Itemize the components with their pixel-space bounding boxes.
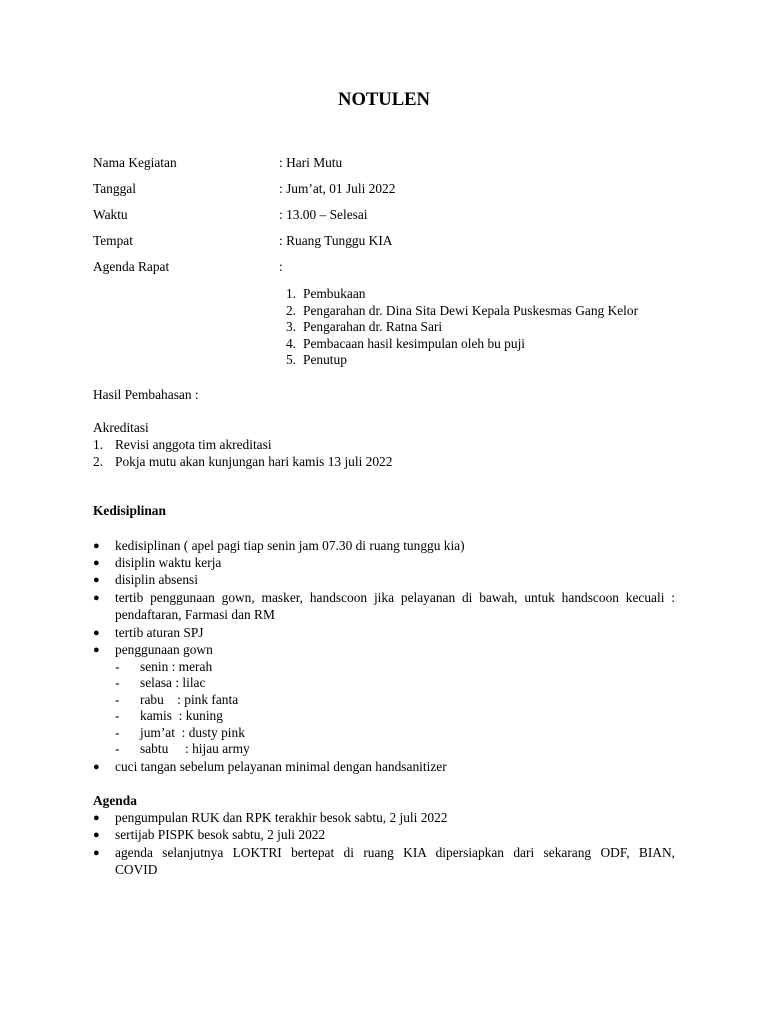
- list-text: penggunaan gown: [115, 642, 213, 657]
- dash-marker: -: [115, 659, 120, 674]
- info-label: Tanggal: [93, 181, 136, 196]
- list-text: [115, 590, 675, 623]
- dash-marker: -: [115, 741, 120, 756]
- akreditasi-heading: Akreditasi: [93, 420, 149, 435]
- list-text: selasa : lilac: [140, 675, 206, 690]
- bullet-icon: ●: [93, 761, 100, 773]
- info-value: : Jum’at, 01 Juli 2022: [279, 181, 396, 196]
- info-value: : Ruang Tunggu KIA: [279, 233, 393, 248]
- list-text: disiplin absensi: [115, 572, 198, 587]
- list-text: Pokja mutu akan kunjungan hari kamis 13 juli 2022: [115, 454, 393, 469]
- list-text: Pembukaan: [303, 286, 366, 301]
- hasil-pembahasan-label: Hasil Pembahasan :: [93, 387, 199, 402]
- list-text: cuci tangan sebelum pelayanan minimal dengan handsanitizer: [115, 759, 447, 774]
- list-number: 2.: [93, 454, 104, 469]
- info-label: Agenda Rapat: [93, 259, 170, 274]
- list-text: rabu : pink fanta: [140, 692, 239, 707]
- info-label: Tempat: [93, 233, 133, 248]
- list-text-line: COVID: [115, 861, 158, 877]
- dash-marker: -: [115, 725, 120, 740]
- list-number: 1.: [285, 286, 296, 301]
- list-text: jum’at : dusty pink: [140, 725, 245, 740]
- info-label: Nama Kegiatan: [93, 155, 177, 170]
- info-value: : Hari Mutu: [279, 155, 343, 170]
- info-value: :: [279, 259, 283, 274]
- list-number: 1.: [93, 437, 104, 452]
- dash-marker: -: [115, 692, 120, 707]
- list-text: sertijab PISPK besok sabtu, 2 juli 2022: [115, 827, 326, 842]
- dash-marker: -: [115, 708, 120, 723]
- list-text-line: pendaftaran, Farmasi dan RM: [115, 606, 275, 622]
- list-text: senin : merah: [140, 659, 213, 674]
- list-number: 4.: [285, 335, 296, 351]
- list-text: Revisi anggota tim akreditasi: [115, 437, 272, 452]
- bullet-icon: ●: [93, 574, 100, 586]
- list-text: kamis : kuning: [140, 708, 223, 723]
- list-text: Pembacaan hasil kesimpulan oleh bu puji: [303, 335, 526, 351]
- list-text-line: agenda selanjutnya LOKTRI bertepat di ruang KIA dipersiapkan dari sekarang ODF, BIAN,: [115, 845, 675, 860]
- info-label: Waktu: [93, 207, 128, 222]
- info-value: : 13.00 – Selesai: [279, 207, 368, 222]
- bullet-icon: ●: [93, 812, 100, 824]
- list-text-line: tertib penggunaan gown, masker, handscoon jika pelayanan di bawah, untuk handscoon kecuali :: [115, 590, 675, 605]
- list-text: sabtu : hijau army: [140, 741, 250, 756]
- list-text: pengumpulan RUK dan RPK terakhir besok sabtu, 2 juli 2022: [115, 810, 448, 825]
- list-number: 3.: [285, 319, 296, 335]
- list-text: Pengarahan dr. Dina Sita Dewi Kepala Puskesmas Gang Kelor: [303, 302, 639, 318]
- list-text: tertib aturan SPJ: [115, 625, 204, 640]
- agenda-heading: Agenda: [93, 793, 137, 808]
- bullet-icon: ●: [93, 829, 100, 841]
- dash-marker: -: [115, 675, 120, 690]
- bullet-icon: ●: [93, 557, 100, 569]
- list-text: disiplin waktu kerja: [115, 555, 222, 570]
- list-number: 2.: [285, 302, 296, 318]
- list-text: [115, 845, 675, 878]
- bullet-icon: ●: [93, 644, 100, 656]
- bullet-icon: ●: [93, 847, 100, 859]
- document-title: NOTULEN: [338, 89, 430, 110]
- list-text: Penutup: [303, 352, 347, 368]
- list-text: Pengarahan dr. Ratna Sari: [303, 319, 443, 335]
- bullet-icon: ●: [93, 627, 100, 639]
- list-text: kedisiplinan ( apel pagi tiap senin jam 07.30 di ruang tunggu kia): [115, 538, 465, 553]
- bullet-icon: ●: [93, 592, 100, 604]
- kedisiplinan-heading: Kedisiplinan: [93, 503, 166, 518]
- list-number: 5.: [285, 352, 296, 368]
- bullet-icon: ●: [93, 540, 100, 552]
